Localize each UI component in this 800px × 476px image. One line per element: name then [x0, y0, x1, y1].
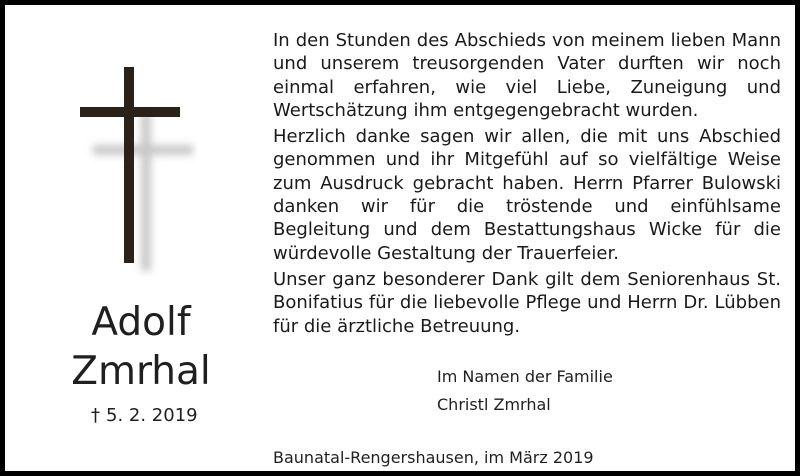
paragraph-1: In den Stunden des Abschieds von meinem lieben Mann und unserem treusorgenden Vater durften wir noch einmal erfahren, wie viel Liebe, Zuneigung und Wertschätzung ihm entgegengebracht wurden.	[273, 30, 781, 121]
paragraph-3: Unser ganz besonderer Dank gilt dem Seniorenhaus St. Bonifatius für die liebevolle Pflege und Herrn Dr. Lübben für die ärztliche Betreuung.	[273, 268, 781, 337]
signature-line-2: Christl Zmrhal	[437, 395, 551, 414]
deceased-last-name: Zmrhal	[71, 349, 211, 394]
death-date-line	[91, 405, 198, 426]
thank-you-text	[273, 29, 781, 341]
cross-icon	[77, 67, 197, 277]
signature-line-1: Im Namen der Familie	[437, 367, 613, 386]
death-date: 5. 2. 2019	[106, 405, 198, 426]
place-and-date: Baunatal-Rengershausen, im März 2019	[273, 448, 594, 467]
paragraph-2: Herzlich danke sagen wir allen, die mit uns Abschied genommen und ihr Mitgefühl auf so vielfältige Weise zum Ausdruck gebracht haben. Herrn Pfarrer Bulowski danken wir für die tröstende und einfühlsame Begleitung und dem Bestattungshaus Wicke für die würdevolle Gestaltung der Trauerfeier.	[273, 126, 781, 264]
dagger-symbol: †	[91, 405, 100, 426]
deceased-first-name: Adolf	[91, 300, 191, 345]
